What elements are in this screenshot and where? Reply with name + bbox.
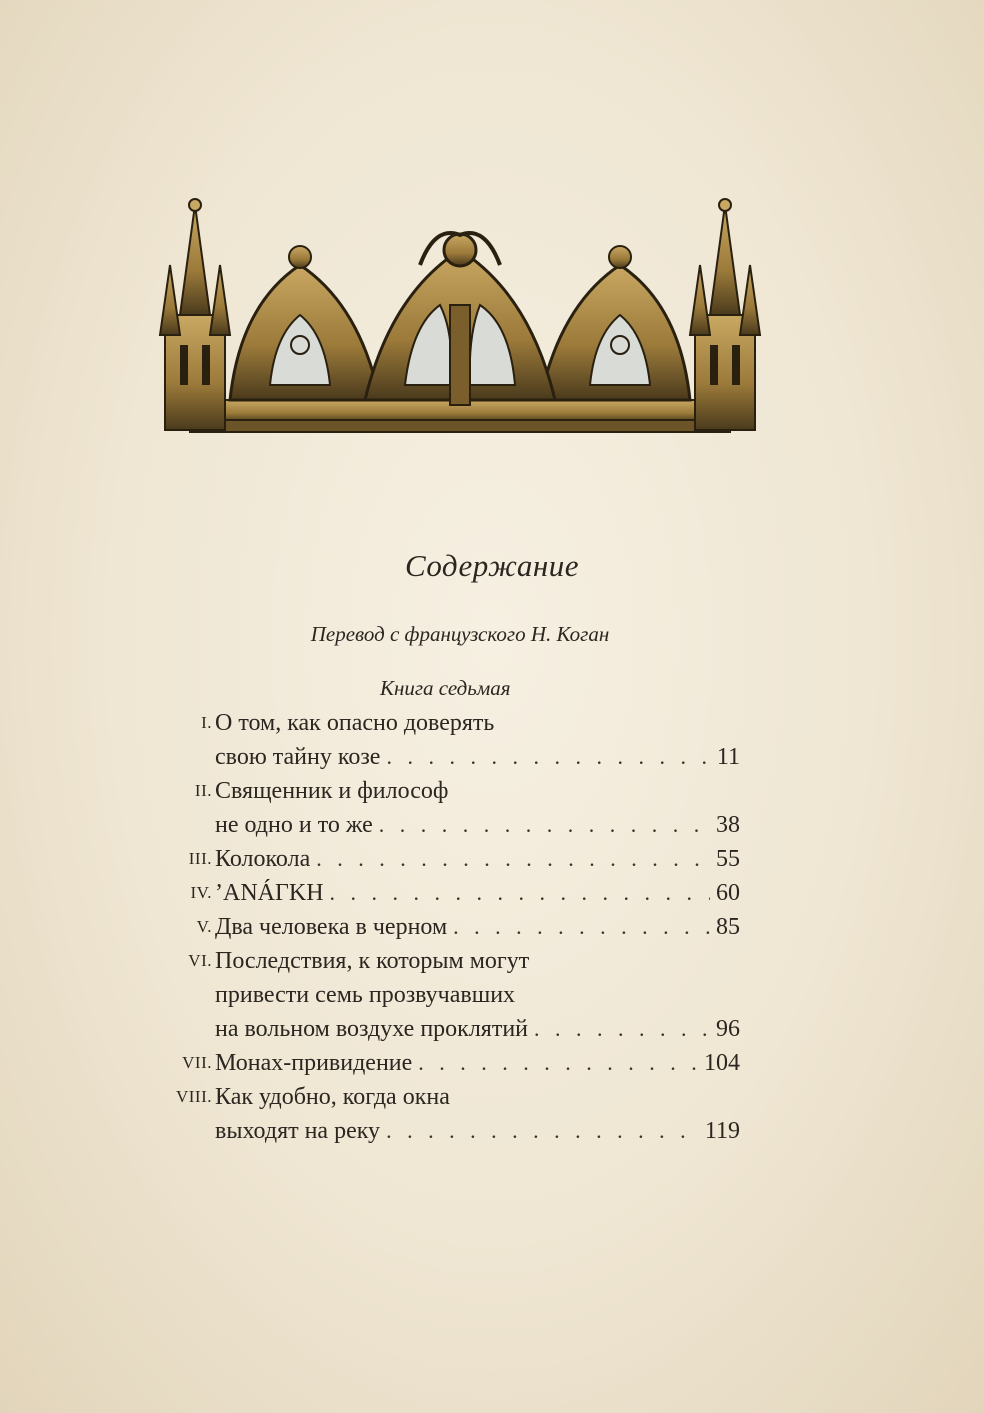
toc-line xyxy=(160,1080,740,1114)
page-number: 11 xyxy=(716,744,740,770)
chapter-title: Как удобно, когда окна xyxy=(215,1084,450,1110)
chapter-numeral: IV. xyxy=(190,883,212,902)
chapter-title: О том, как опасно доверять xyxy=(215,710,495,736)
chapter-title: Священник и философ xyxy=(215,778,449,804)
book-heading: Книга седьмая xyxy=(380,676,511,700)
dot-leader xyxy=(330,876,710,910)
toc-line xyxy=(160,1012,740,1046)
chapter-title: привести семь прозвучавших xyxy=(215,982,516,1008)
page-number: 60 xyxy=(716,880,740,906)
toc-entry[interactable] xyxy=(160,842,740,876)
chapter-title: Последствия, к которым могут xyxy=(215,948,530,974)
toc-entry[interactable] xyxy=(160,706,740,774)
chapter-numeral: V. xyxy=(196,917,212,936)
chapter-numeral: II. xyxy=(194,781,212,800)
page-number: 96 xyxy=(716,1016,740,1042)
chapter-title: не одно и то же xyxy=(215,812,373,838)
translator-credit: Перевод с французского Н. Коган xyxy=(310,622,610,646)
dot-leader xyxy=(316,842,710,876)
toc-line xyxy=(160,774,740,808)
toc-line xyxy=(160,808,740,842)
toc-entry[interactable] xyxy=(160,1080,740,1148)
page-number: 104 xyxy=(704,1050,740,1076)
toc-line xyxy=(160,1046,740,1080)
chapter-title: ’ΑΝÁΓΚΗ xyxy=(215,880,324,906)
dot-leader xyxy=(386,740,710,774)
toc-line xyxy=(160,706,740,740)
dot-leader xyxy=(379,808,710,842)
page-number: 38 xyxy=(716,812,740,838)
toc-line xyxy=(160,876,740,910)
chapter-numeral: VII. xyxy=(182,1053,212,1072)
toc-line xyxy=(160,978,740,1012)
chapter-numeral: VI. xyxy=(188,951,212,970)
toc-line xyxy=(160,910,740,944)
page-number: 55 xyxy=(716,846,740,872)
toc-line xyxy=(160,740,740,774)
chapter-title: свою тайну козе xyxy=(215,744,381,770)
chapter-title: выходят на реку xyxy=(215,1118,381,1144)
table-of-contents xyxy=(160,706,740,1148)
page-title: Содержание xyxy=(404,548,580,583)
toc-entry[interactable] xyxy=(160,944,740,1046)
toc-entry[interactable] xyxy=(160,876,740,910)
page-number: 85 xyxy=(716,914,740,940)
chapter-title: Два человека в черном xyxy=(215,914,448,940)
chapter-numeral: VIII. xyxy=(175,1087,212,1106)
toc-line xyxy=(160,944,740,978)
toc-line xyxy=(160,1114,740,1148)
toc-line xyxy=(160,842,740,876)
page-number: 119 xyxy=(704,1118,740,1144)
dot-leader xyxy=(386,1114,699,1148)
toc-entry[interactable] xyxy=(160,1046,740,1080)
dot-leader xyxy=(534,1012,710,1046)
chapter-title: Колокола xyxy=(215,846,311,872)
dot-leader xyxy=(453,910,710,944)
chapter-numeral: III. xyxy=(188,849,212,868)
chapter-numeral: I. xyxy=(201,713,212,732)
chapter-title: Монах-привидение xyxy=(215,1050,413,1076)
toc-entry[interactable] xyxy=(160,910,740,944)
dot-leader xyxy=(418,1046,698,1080)
gothic-crown-ornament xyxy=(150,195,770,465)
toc-entry[interactable] xyxy=(160,774,740,842)
chapter-title: на вольном воздухе проклятий xyxy=(215,1016,529,1042)
